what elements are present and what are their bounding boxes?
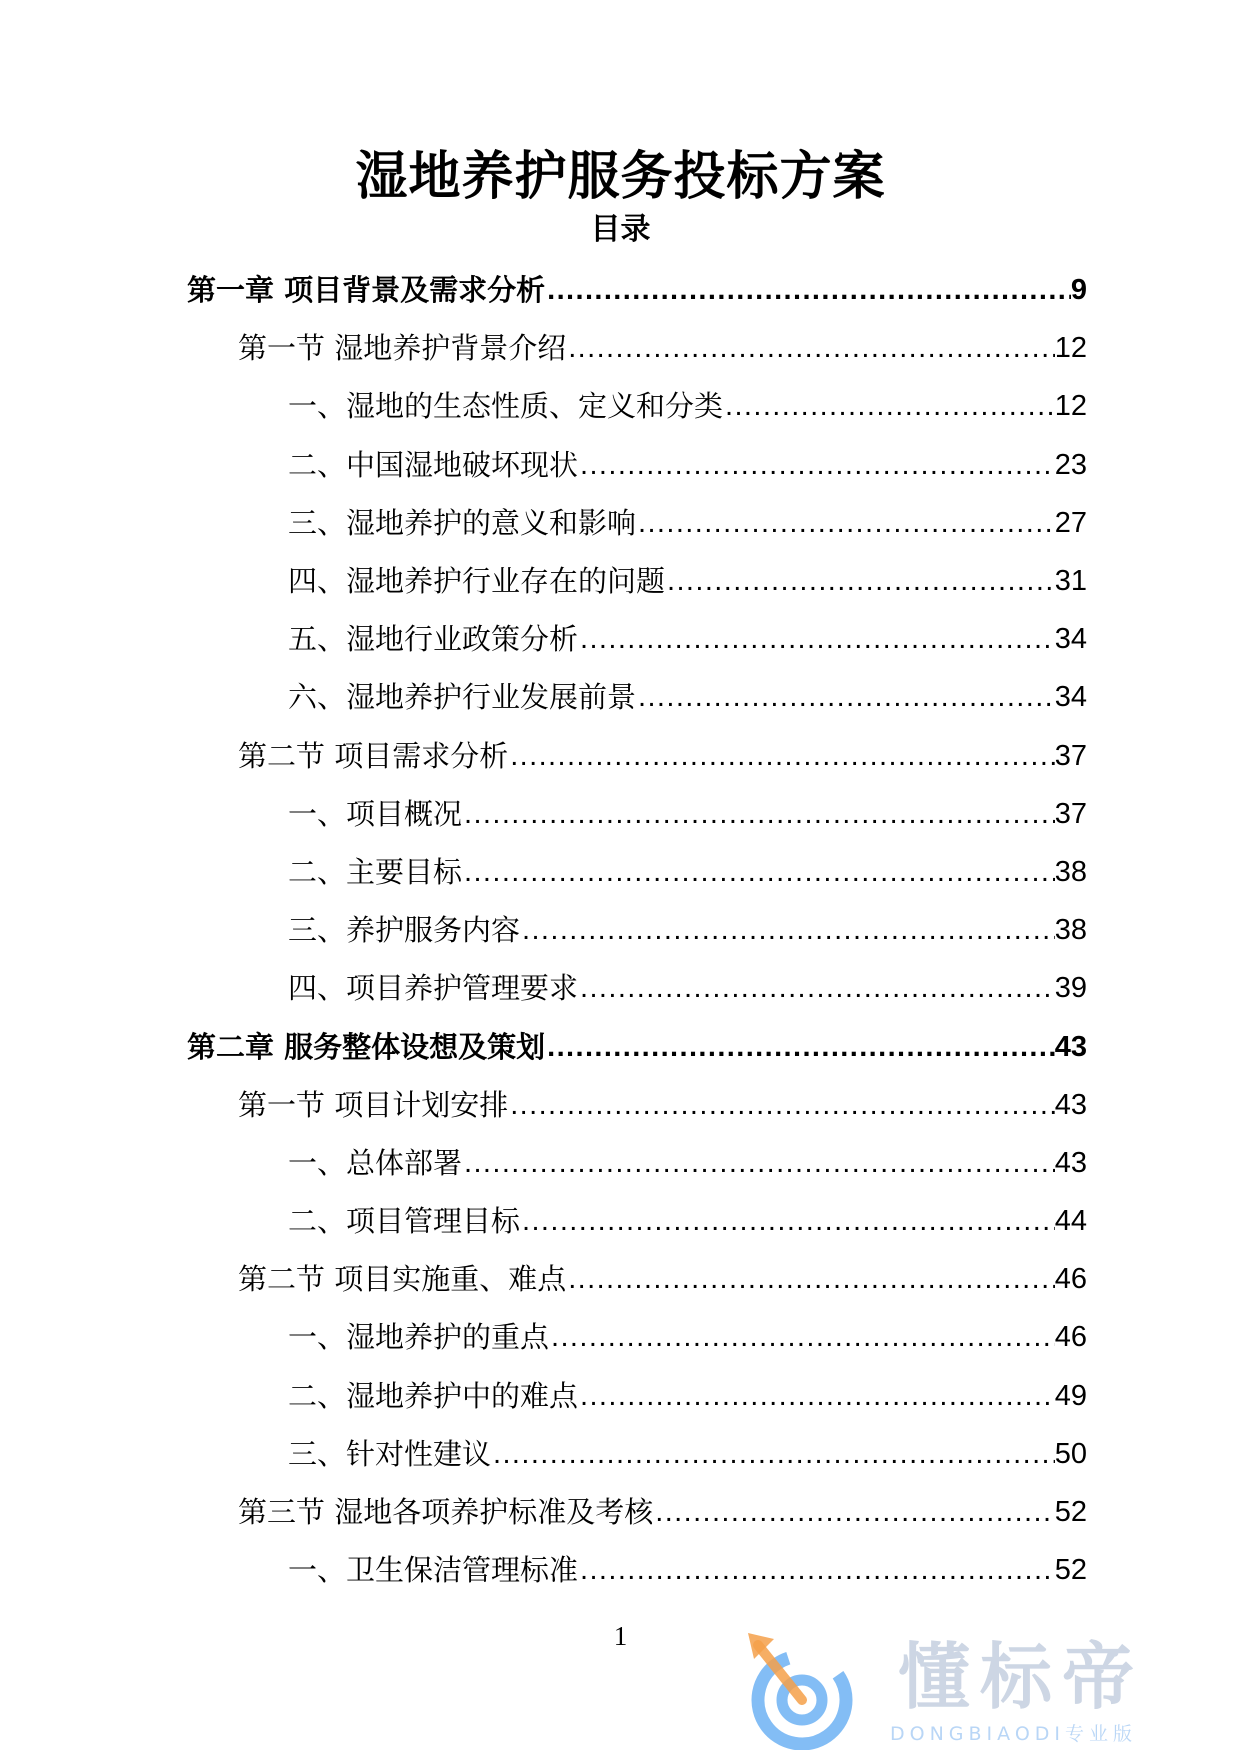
toc-entry-label: 第三节 湿地各项养护标准及考核: [238, 1495, 654, 1530]
toc-entry-label: 三、湿地养护的意义和影响: [288, 505, 637, 540]
toc-entry-page: 34: [1054, 681, 1087, 714]
toc-dot-leader: [508, 1076, 1055, 1134]
toc-dot-leader: [520, 901, 1055, 959]
toc-dot-leader: [462, 785, 1055, 843]
toc-entry-page: 39: [1054, 972, 1087, 1005]
toc-dot-leader: [508, 727, 1055, 785]
toc-subsection-entry[interactable]: [0, 1541, 1087, 1599]
toc-entry-label: 第一章 项目背景及需求分析: [187, 273, 546, 308]
toc-entry-label: 二、中国湿地破坏现状: [288, 447, 579, 482]
toc-heading: 目录: [590, 212, 651, 247]
toc-entry-page: 27: [1054, 506, 1087, 539]
toc-subsection-entry[interactable]: [0, 1367, 1087, 1425]
toc-dot-leader: [462, 1134, 1055, 1192]
toc-dot-leader: [491, 1425, 1055, 1483]
toc-dot-leader: [578, 959, 1055, 1017]
toc-entry-label: 四、湿地养护行业存在的问题: [288, 564, 666, 599]
toc-subsection-entry[interactable]: [0, 1425, 1087, 1483]
toc-entry-page: 46: [1054, 1321, 1087, 1354]
toc-entry-page: 38: [1054, 855, 1087, 888]
toc-dot-leader: [549, 1308, 1055, 1366]
toc-dot-leader: [578, 1367, 1055, 1425]
toc-subsection-entry[interactable]: [0, 610, 1087, 668]
watermark-brand: 懂标帝: [898, 1635, 1145, 1719]
toc-dot-leader: [520, 1192, 1055, 1250]
toc-entry-label: 一、总体部署: [288, 1145, 463, 1180]
toc-dot-leader: [636, 494, 1055, 552]
toc-entry-page: 50: [1054, 1437, 1087, 1470]
toc-section-entry[interactable]: [0, 1250, 1087, 1308]
toc-dot-leader: [566, 319, 1055, 377]
toc-entry-page: 52: [1054, 1554, 1087, 1587]
toc-subsection-entry[interactable]: [0, 436, 1087, 494]
toc-dot-leader: [578, 436, 1055, 494]
toc-entry-page: 37: [1054, 797, 1087, 830]
toc-dot-leader: [723, 377, 1055, 435]
toc-entry-page: 46: [1054, 1263, 1087, 1296]
toc-chapter-entry[interactable]: [0, 1017, 1087, 1075]
toc-subsection-entry[interactable]: [0, 1308, 1087, 1366]
toc-section-entry[interactable]: [0, 1483, 1087, 1541]
toc-entry-page: 37: [1054, 739, 1087, 772]
toc-section-entry[interactable]: [0, 319, 1087, 377]
toc-dot-leader: [636, 668, 1055, 726]
toc-entry-label: 一、项目概况: [288, 796, 463, 831]
toc-entry-label: 第二节 项目实施重、难点: [238, 1262, 567, 1297]
toc-subsection-entry[interactable]: [0, 901, 1087, 959]
toc-subsection-entry[interactable]: [0, 843, 1087, 901]
toc-entry-label: 四、项目养护管理要求: [288, 971, 579, 1006]
toc-entry-label: 三、针对性建议: [288, 1436, 492, 1471]
toc-subsection-entry[interactable]: [0, 1192, 1087, 1250]
toc-entry-page: 43: [1054, 1146, 1087, 1179]
toc-entry-page: 43: [1054, 1088, 1087, 1121]
toc-entry-label: 六、湿地养护行业发展前景: [288, 680, 637, 715]
toc-entry-page: 52: [1054, 1496, 1087, 1529]
toc-entry-page: 12: [1054, 332, 1087, 365]
watermark: [740, 1625, 1220, 1750]
toc-subsection-entry[interactable]: [0, 668, 1087, 726]
toc-entry-page: 23: [1054, 448, 1087, 481]
toc-entry-page: 43: [1054, 1030, 1087, 1063]
toc-entry-label: 三、养护服务内容: [288, 913, 521, 948]
toc-entry-page: 38: [1054, 914, 1087, 947]
table-of-contents: [0, 261, 1241, 1599]
toc-entry-label: 一、卫生保洁管理标准: [288, 1553, 579, 1588]
toc-dot-leader: [566, 1250, 1055, 1308]
toc-dot-leader: [665, 552, 1055, 610]
toc-entry-label: 第一节 湿地养护背景介绍: [238, 331, 567, 366]
toc-entry-page: 44: [1054, 1205, 1087, 1238]
toc-entry-label: 第一节 项目计划安排: [238, 1087, 509, 1122]
watermark-subtitle: DONGBIAODI专业版: [890, 1723, 1138, 1745]
toc-dot-leader: [462, 843, 1055, 901]
toc-entry-label: 二、主要目标: [288, 854, 463, 889]
toc-subsection-entry[interactable]: [0, 959, 1087, 1017]
toc-subsection-entry[interactable]: [0, 785, 1087, 843]
page-number: 1: [613, 1621, 628, 1651]
target-logo-icon: [740, 1625, 880, 1750]
toc-dot-leader: [578, 1541, 1055, 1599]
toc-dot-leader: [545, 261, 1071, 319]
toc-entry-label: 一、湿地的生态性质、定义和分类: [288, 389, 724, 424]
toc-section-entry[interactable]: [0, 1076, 1087, 1134]
toc-subsection-entry[interactable]: [0, 494, 1087, 552]
toc-entry-label: 第二章 服务整体设想及策划: [187, 1029, 546, 1064]
toc-chapter-entry[interactable]: [0, 261, 1087, 319]
toc-dot-leader: [578, 610, 1055, 668]
document-title: 湿地养护服务投标方案: [355, 147, 886, 207]
toc-dot-leader: [545, 1018, 1055, 1076]
toc-entry-page: 49: [1054, 1379, 1087, 1412]
toc-entry-label: 第二节 项目需求分析: [238, 738, 509, 773]
toc-entry-label: 二、项目管理目标: [288, 1204, 521, 1239]
toc-entry-page: 34: [1054, 623, 1087, 656]
toc-dot-leader: [653, 1483, 1055, 1541]
toc-entry-label: 一、湿地养护的重点: [288, 1320, 550, 1355]
toc-entry-label: 五、湿地行业政策分析: [288, 622, 579, 657]
toc-entry-page: 12: [1054, 390, 1087, 423]
toc-subsection-entry[interactable]: [0, 377, 1087, 435]
toc-section-entry[interactable]: [0, 727, 1087, 785]
toc-entry-label: 二、湿地养护中的难点: [288, 1378, 579, 1413]
toc-entry-page: 9: [1070, 274, 1087, 307]
toc-subsection-entry[interactable]: [0, 552, 1087, 610]
toc-entry-page: 31: [1054, 565, 1087, 598]
toc-subsection-entry[interactable]: [0, 1134, 1087, 1192]
